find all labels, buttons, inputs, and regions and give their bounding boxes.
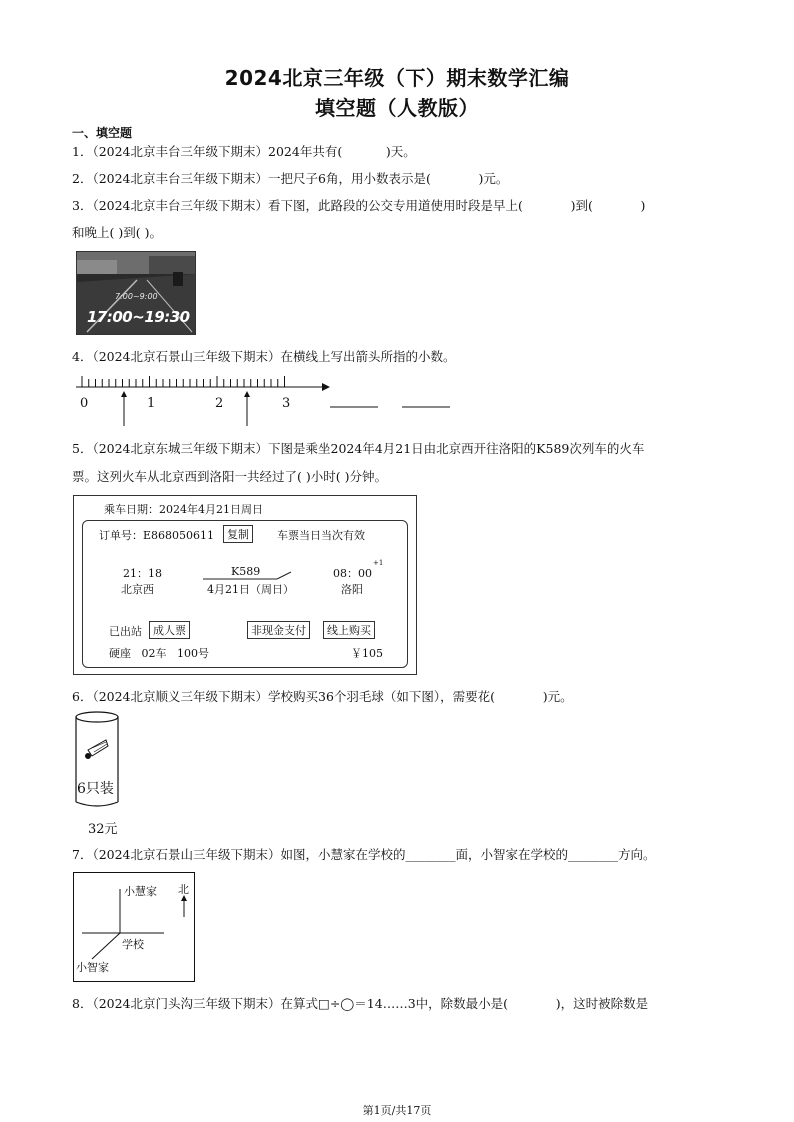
question-number: 6． xyxy=(72,689,93,704)
depart-time: 21：18 xyxy=(123,567,162,580)
question-3 xyxy=(72,198,645,214)
question-4 xyxy=(72,349,456,365)
up-arrow-head-icon xyxy=(121,391,127,397)
question-number: 8． xyxy=(72,996,93,1011)
question-text: （2024北京东城三年级下期末）下图是乘坐2024年4月21日由北京西开往洛阳的K589次列车的火车 xyxy=(92,441,645,456)
question-5-line2: 票。这列火车从北京西到洛阳一共经过了( )小时( )分钟。 xyxy=(72,469,387,484)
question-number: 3． xyxy=(72,198,93,213)
question-text: （2024北京丰台三年级下期末）2024年共有( )天。 xyxy=(92,144,416,159)
arrive-station: 洛阳 xyxy=(341,583,363,596)
question-text: （2024北京石景山三年级下期末）在横线上写出箭头所指的小数。 xyxy=(92,349,456,364)
north-label: 北 xyxy=(178,883,189,896)
question-number: 5． xyxy=(72,441,93,456)
order-number: 订单号：E868050611 xyxy=(99,529,215,542)
question-6 xyxy=(72,689,573,705)
question-number: 2． xyxy=(72,171,93,186)
question-1 xyxy=(72,144,416,160)
school-label: 学校 xyxy=(122,938,144,951)
depart-station: 北京西 xyxy=(121,583,154,596)
page-number: 第1页/共17页 xyxy=(362,1104,432,1117)
section-heading: 一、填空题 xyxy=(72,126,133,140)
xiaohui-home-label: 小慧家 xyxy=(124,885,157,898)
page-title: 2024北京三年级（下）期末数学汇编 xyxy=(224,66,570,90)
xiaozhi-home-label: 小智家 xyxy=(76,961,109,974)
question-number: 7． xyxy=(72,847,93,862)
arrive-time: 08：00 xyxy=(333,567,372,580)
tube-label: 6只装 xyxy=(77,781,114,797)
pay-method: 非现金支付 xyxy=(247,621,310,639)
train-number: K589 xyxy=(231,565,261,578)
number-label-0: 0 xyxy=(80,396,89,411)
question-2 xyxy=(72,171,508,187)
question-7 xyxy=(72,847,656,863)
number-line xyxy=(72,370,462,430)
seat-info: 硬座 02车 100号 xyxy=(109,647,209,660)
up-arrow-head-icon xyxy=(244,391,250,397)
number-label-3: 3 xyxy=(282,396,291,411)
ticket-inner-panel xyxy=(82,520,408,668)
direction-map xyxy=(73,872,195,982)
question-text: （2024北京丰台三年级下期末）一把尺子6角，用小数表示是( )元。 xyxy=(92,171,509,186)
tube-price: 32元 xyxy=(88,822,118,837)
question-number: 4． xyxy=(72,349,93,364)
valid-note: 车票当日当次有效 xyxy=(277,529,365,542)
question-8 xyxy=(72,996,648,1012)
issued-status: 已出站 xyxy=(109,625,142,638)
train-date: 4月21日（周日） xyxy=(207,583,294,596)
question-text: （2024北京丰台三年级下期末）看下图，此路段的公交专用道使用时段是早上( )到( ) xyxy=(92,198,646,213)
question-5 xyxy=(72,441,644,457)
bus-lane-photo xyxy=(76,251,196,335)
ticket-type: 成人票 xyxy=(149,621,190,639)
buy-channel: 线上购买 xyxy=(323,621,375,639)
question-text: （2024北京石景山三年级下期末）如图，小慧家在学校的________面，小智家在学校的________方向。 xyxy=(92,847,656,862)
question-number: 1． xyxy=(72,144,93,159)
plus-day-badge: +1 xyxy=(373,559,384,567)
copy-button: 复制 xyxy=(223,525,253,543)
question-text: （2024北京门头沟三年级下期末）在算式□÷◯＝14……3中，除数最小是( )，这时被除数是 xyxy=(92,996,649,1011)
number-label-1: 1 xyxy=(147,396,156,411)
ticket-date: 乘车日期：2024年4月21日周日 xyxy=(104,503,263,516)
sign-morning-time: 7:00~9:00 xyxy=(115,292,158,301)
ticket-price: ￥105 xyxy=(351,647,383,660)
sign-evening-time: 17:00~19:30 xyxy=(87,308,190,326)
page-subtitle: 填空题（人教版） xyxy=(315,96,479,120)
shuttlecock-icon xyxy=(85,740,108,759)
train-ticket xyxy=(73,495,417,675)
question-3-line2: 和晚上( )到( )。 xyxy=(72,225,162,240)
question-text: （2024北京顺义三年级下期末）学校购买36个羽毛球（如下图），需要花( )元。 xyxy=(92,689,573,704)
number-label-2: 2 xyxy=(215,396,224,411)
